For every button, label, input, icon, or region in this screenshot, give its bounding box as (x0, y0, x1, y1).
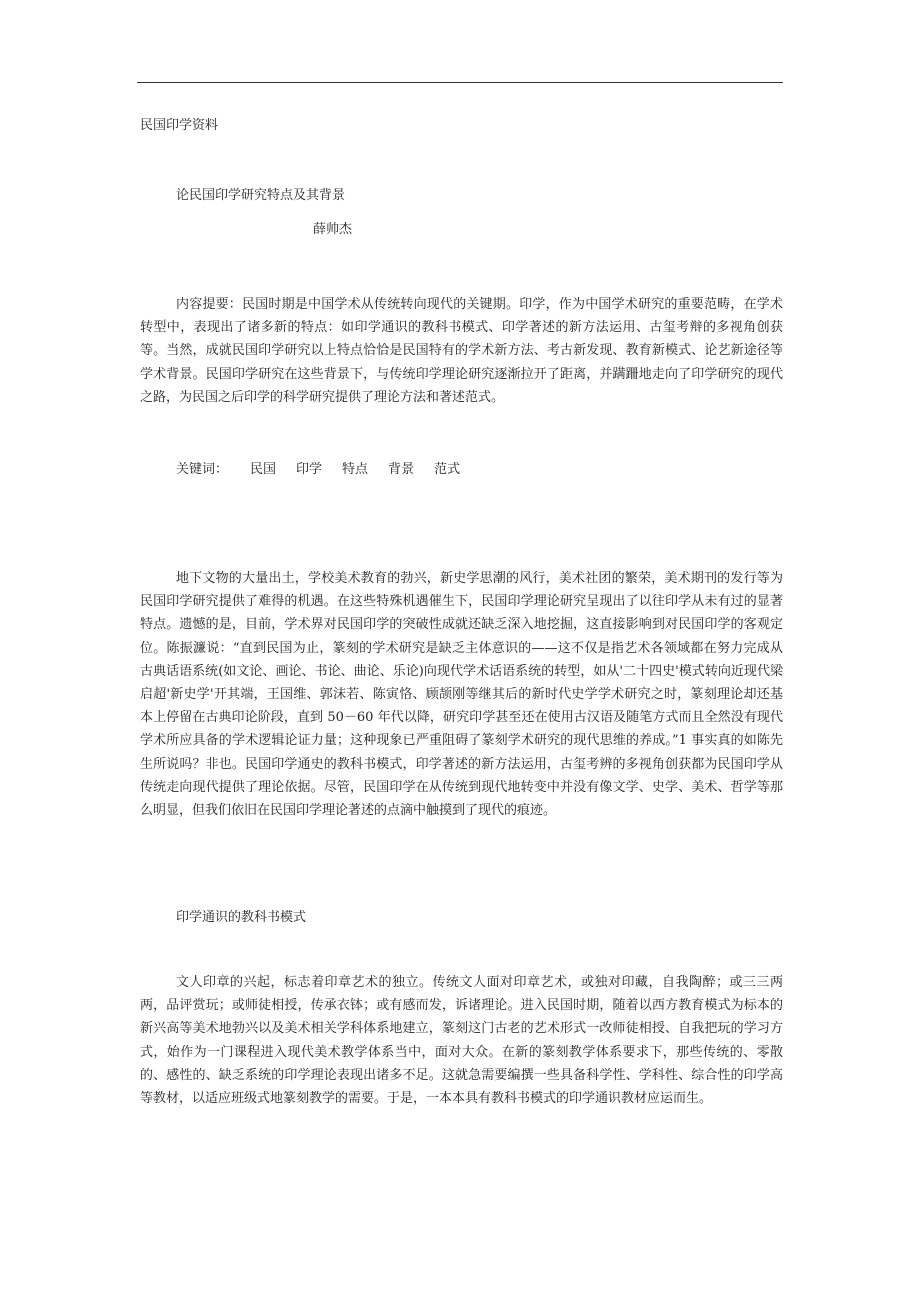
header-rule (137, 82, 783, 83)
keyword-item: 特点 (342, 462, 369, 477)
keyword-item: 印学 (296, 462, 323, 477)
section-paragraph: 文人印章的兴起，标志着印章艺术的独立。传统文人面对印章艺术，或独对印藏，自我陶醉；或三三两两，品评赏玩；或师徒相授，传承衣钵；或有感而发，诉诸理论。进入民国时期，随着以西方教育模式为标本的新兴高等美术地勃兴以及美术相关学科体系地建立，篆刻这门古老的艺术形式一改师徒相授、自我把玩的学习方式，始作为一门课程进入现代美术教学体系当中，面对大众。在新的篆刻教学体系要求下，那些传统的、零散的、感性的、缺乏系统的印学理论表现出诸多不足。这就急需要编撰一些具备科学性、学科性、综合性的印学高等教材，以适应班级式地篆刻教学的需要。于是，一本本具有教科书模式的印学通识教材应运而生。 (140, 975, 783, 1107)
article-title: 论民国印学研究特点及其背景 (176, 188, 346, 203)
keyword-item: 范式 (434, 462, 461, 477)
article-author: 薛帅杰 (313, 222, 353, 237)
keyword-item: 民国 (250, 462, 277, 477)
intro-paragraph: 地下文物的大量出土，学校美术教育的勃兴，新史学思潮的风行，美术社团的繁荣，美术期刊的发行等为民国印学研究提供了难得的机遇。在这些特殊机遇催生下，民国印学理论研究呈现出了以往印学从未有过的显著特点。遗憾的是，目前，学术界对民国印学的突破性成就还缺乏深入地挖掘，这直接影响到对民国印学的客观定位。陈振濂说：“直到民国为止，篆刻的学术研究是缺乏主体意识的——这不仅是指艺术各领域都在努力完成从古典话语系统(如文论、画论、书论、曲论、乐论)向现代学术话语系统的转型，如从'二十四史'模式转向近现代梁启超'新史学'开其端，王国维、郭沫若、陈寅恪、顾颉刚等继其后的新时代史学学术研究之时，篆刻理论却还基本上停留在古典印论阶段，直到 50－60 年代以降，研究印学甚至还在使用古汉语及随笔方式而且全然没有现代学术所应具备的学术逻辑论证力量；这种现象已严重阻碍了篆刻学术研究的现代思维的养成。”1 事实真的如陈先生所说吗？非也。民国印学通史的教科书模式，印学著述的新方法运用，古玺考辨的多视角创获都为民国印学从传统走向现代提供了理论依据。尽管，民国印学在从传统到现代地转变中并没有像文学、史学、美术、哲学等那么明显，但我们依旧在民国印学理论著述的点滴中触摸到了现代的痕迹。 (140, 571, 783, 819)
section-heading: 印学通识的教科书模式 (176, 910, 307, 925)
abstract-paragraph: 内容提要：民国时期是中国学术从传统转向现代的关键期。印学，作为中国学术研究的重要范畴，在学术转型中，表现出了诸多新的特点：如印学通识的教科书模式、印学著述的新方法运用、古玺考辩的多视角创获等。当然，成就民国印学研究以上特点恰恰是民国特有的学术新方法、考古新发现、教育新模式、论艺新途径等学术背景。民国印学研究在这些背景下，与传统印学理论研究逐渐拉开了距离，并蹒跚地走向了印学研究的现代之路，为民国之后印学的科学研究提供了理论方法和著述范式。 (140, 297, 783, 405)
keyword-item: 背景 (388, 462, 415, 477)
document-category: 民国印学资料 (140, 118, 219, 133)
keywords-line (176, 462, 460, 478)
keywords-label: 关键词： (176, 462, 229, 477)
